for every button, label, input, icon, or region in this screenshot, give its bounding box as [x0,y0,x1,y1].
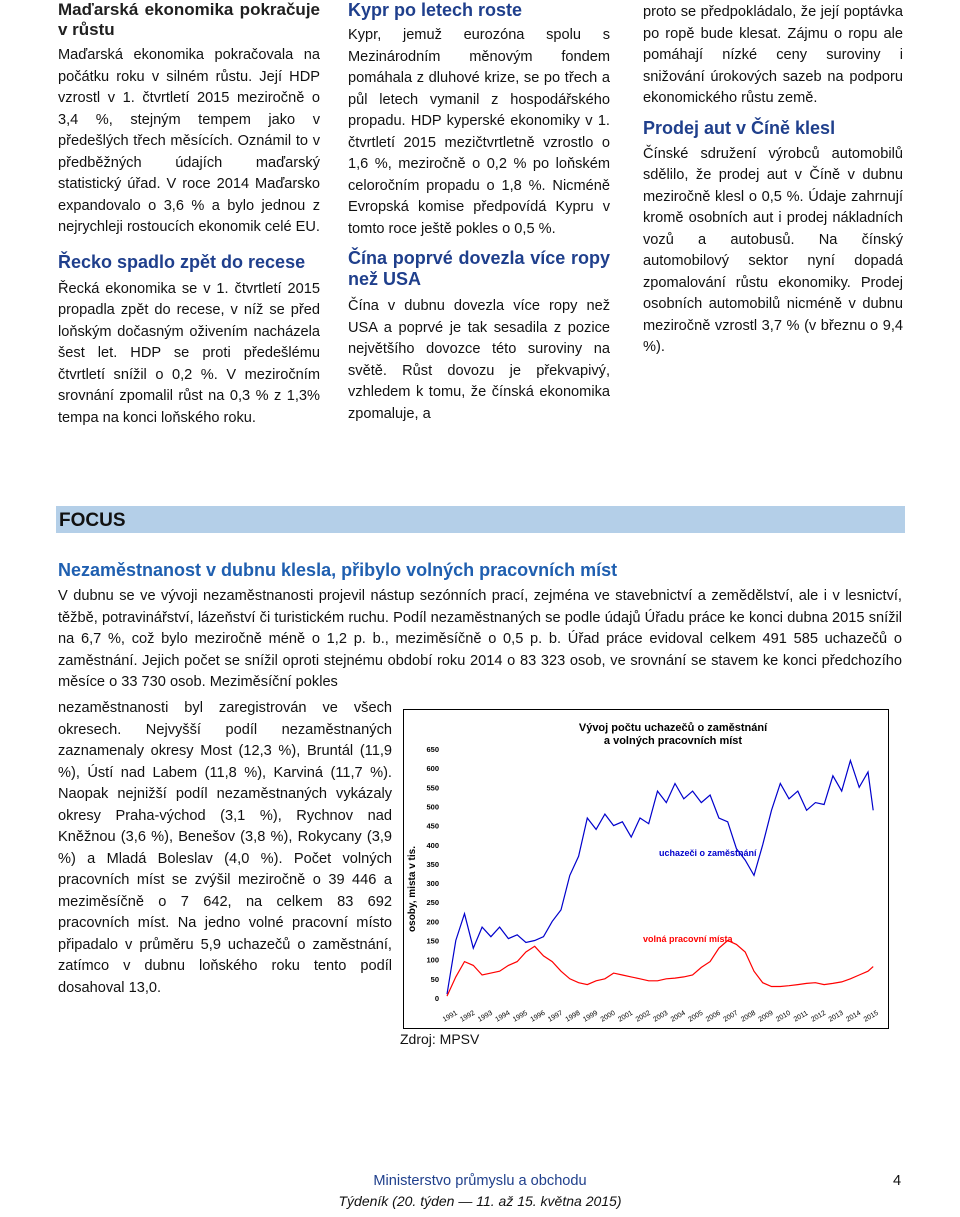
x-tick-label: 1996 [529,1009,547,1024]
y-tick-label: 50 [430,974,439,984]
x-tick-label: 1993 [476,1009,494,1024]
x-tick-label: 1999 [582,1009,600,1024]
y-tick-label: 300 [426,879,439,889]
chart-svg [403,709,889,1029]
footer-week: Týdeník (20. týden — 11. až 15. května 2015) [338,1193,622,1209]
x-tick-label: 1991 [441,1009,459,1024]
y-tick-label: 150 [426,936,439,946]
y-tick-label: 650 [426,745,439,754]
y-tick-label: 550 [426,783,439,793]
footer-ministry: Ministerstvo průmyslu a obchodu [373,1173,587,1189]
paragraph-china-oil: Čína v dubnu dovezla více ropy než USA a poprvé je tak sesadila z pozice největšího dovozce této suroviny na světě. Růst dovozu je překvapivý, vzhledem k tomu, že čínská ekonomika zpomaluje, a [348,298,610,422]
paragraph-cyprus: Kypr, jemuž eurozóna spolu s Mezinárodním měnovým fondem pomáhala z dluhové krize, se po třech a půl letech vymanil z hospodářského propadu. HDP kyperské ekonomiky v 1. čtvrtletí 2015 mezičtvrtletně vzrostlo o 1,6 %, meziročně o 0,2 % po loňském celoročním propadu o 1,8 %. Nicméně Evropská komise předpovídá Kypru v tomto roce ještě pokles o 0,5 %. [348,27,610,237]
chart-y-axis-label: osoby, mista v tis. [407,846,418,932]
chart-title-line-1: Vývoj počtu uchazečů o zaměstnání [578,722,768,734]
column-1 [58,0,320,429]
x-tick-label: 2009 [757,1009,775,1024]
focus-paragraph-wrap-text: nezaměstnanosti byl zaregistrován ve všech okresech. Nejvyšší podíl nezaměstnaných zaznamenaly okresy Most (12,3 %), Bruntál (11,9 %), Ústí nad Labem (11,8 %), Karviná (11,7 %). Naopak nejnižší podíl nezaměstnaných vykázaly okresy Praha-východ (3,1 %), Rychnov nad Kněžnou (3,6 %), Benešov (3,8 %), Rokycany (3,9 %) a Mladá Boleslav (4,0 %). Počet volných pracovních míst se zvýšil meziročně o 39 446 a meziměsíčně o 7 642, na celkem 83 692 pracovních míst. Na jedno volné pracovní místo připadalo v průměru 5,9 uchazečů o zaměstnání, zatímco v dubnu loňského roku tento podíl dosahoval 13,0. [58,700,392,996]
chart-source: Zdroj: MPSV [400,1031,480,1047]
heading-greece: Řecko spadlo zpět do recese [58,251,306,272]
x-tick-label: 2004 [669,1009,687,1024]
column-2 [348,0,610,425]
y-tick-label: 350 [426,859,439,869]
series-annotation: uchazeči o zaměstnání [659,848,757,858]
x-tick-label: 2002 [634,1009,652,1024]
x-tick-label: 1994 [494,1009,512,1024]
x-tick-label: 2008 [739,1009,757,1024]
x-tick-label: 2007 [722,1009,740,1024]
x-tick-label: 1995 [511,1009,529,1024]
y-tick-label: 200 [426,917,439,927]
column-3 [643,0,903,359]
y-tick-label: 500 [426,802,439,812]
series-annotation: volná pracovní místa [643,934,733,944]
x-tick-label: 2012 [810,1009,828,1024]
focus-paragraph-wrap [58,698,392,999]
page-number: 4 [893,1173,902,1189]
heading-china-oil: Čína poprvé dovezla více ropy než USA [348,248,610,289]
x-tick-label: 2006 [704,1009,722,1024]
x-tick-label: 2005 [687,1009,705,1024]
x-tick-label: 1998 [564,1009,582,1024]
x-tick-label: 2013 [827,1009,845,1024]
focus-banner: FOCUS [56,506,905,533]
chart-title-line-2: a volných pracovních míst [603,735,743,747]
x-tick-label: 2011 [792,1009,810,1024]
x-tick-label: 1997 [547,1009,564,1024]
paragraph-china-oil-cont: proto se předpokládalo, že její poptávka po ropě bude klesat. Zájmu o ropu ale pomáhají nízké ceny suroviny i snižování úrokových sazeb na podporu ekonomického růstu země. [643,4,903,106]
unemployment-chart [403,709,889,1029]
x-tick-label: 2014 [845,1009,863,1024]
x-tick-label: 1992 [459,1009,477,1024]
heading-hungary: Maďarská ekonomika pokračuje v růstu [58,0,320,39]
paragraph-china-cars: Čínské sdružení výrobců automobilů sdělilo, že prodej aut v Číně v dubnu meziročně klesl o 0,5 %. Údaje zahrnují kromě osobních aut i prodej nákladních vozů a autobusů. Na čínský automobilový sektor nyní dopadá zpomalování růstu ekonomiky. Prodej osobních automobilů nicméně v dubnu meziročně vzrostl 3,7 % (v březnu o 9,4 %). [643,145,903,355]
focus-paragraph-full: V dubnu se ve vývoji nezaměstnanosti projevil nástup sezónních prací, zejména ve stavebnictví a zemědělství, ale i v lesnictví, těžbě, potravinářství, lázeňství či turistickém ruchu. Podíl nezaměstnaných se podle údajů Úřadu práce ke konci dubna 2015 snížil na 6,7 %, což bylo meziročně méně o 1,2 p. b., meziměsíčně o 0,5 p. b. Úřad práce evidoval celkem 491 585 uchazečů o zaměstnání. Jejich počet se snížil oproti stejnému období roku 2014 o 83 323 osob, ve srovnání se stavem ke konci předchozího měsíce o 33 730 osob. Meziměsíční pokles [58,588,902,690]
x-tick-label: 2000 [599,1009,617,1024]
heading-china-cars: Prodej aut v Číně klesl [643,117,836,138]
y-tick-label: 100 [426,955,439,965]
x-tick-label: 2001 [617,1009,635,1024]
x-tick-label: 2015 [862,1009,880,1024]
paragraph-greece: Řecká ekonomika se v 1. čtvrtletí 2015 propadla zpět do recese, v níž se před loňským dočasným oživením nacházela šest let. HDP se proti předešlému čtvrtletí snížil o 0,2 %. V meziročním srovnání zpomalil růst na 0,3 % z 1,3% tempa na konci loňského roku. [58,280,320,426]
y-tick-label: 450 [426,821,439,831]
x-tick-label: 2003 [652,1009,670,1024]
y-tick-label: 400 [426,840,439,850]
x-tick-label: 2010 [775,1009,793,1024]
y-tick-label: 0 [434,994,439,1003]
heading-cyprus: Kypr po letech roste [348,0,523,20]
y-tick-label: 600 [426,764,439,774]
paragraph-hungary: Maďarská ekonomika pokračovala na počátku roku v silném růstu. Její HDP vzrostl v 1. čtvrtletí 2015 meziročně o 3,4 %, stejným tempem jako v předešlých třech měsících. Oznámil to v předběžných údajích maďarský statistický úřad. V roce 2014 Maďarsko expandovalo o 3,6 % a bylo jednou z nejrychleji rostoucích ekonomik celé EU. [58,47,320,235]
focus-title: Nezaměstnanost v dubnu klesla, přibylo volných pracovních míst [58,560,618,580]
y-tick-label: 250 [426,898,439,908]
